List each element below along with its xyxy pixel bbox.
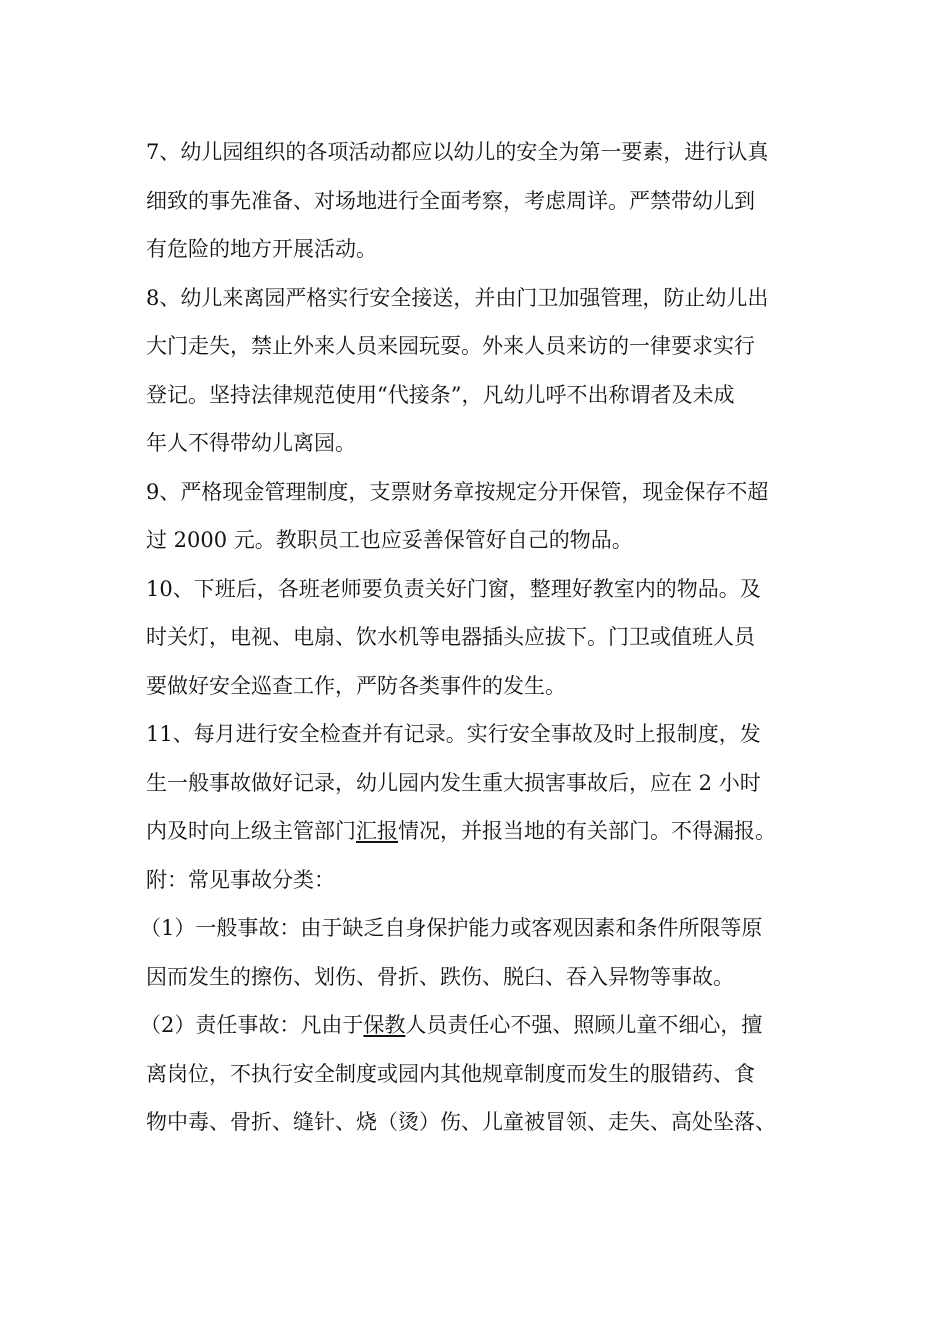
category-2: [140, 1001, 814, 1147]
document-body: [140, 128, 814, 1147]
appendix-heading: [146, 856, 814, 905]
text-span: （2）责任事故：凡由于: [140, 1013, 364, 1037]
text-line: 登记。坚持法律规范使用“代接条”，凡幼儿呼不出称谓者及未成: [146, 382, 735, 407]
text-line: （1）一般事故：由于缺乏自身保护能力或客观因素和条件所限等原: [140, 916, 763, 940]
text-span: 内及时向上级主管部门: [146, 819, 356, 843]
underlined-term: 汇报: [356, 819, 398, 843]
text-line: 生一般事故做好记录，幼儿园内发生重大损害事故后，应在 2 小时: [146, 770, 761, 795]
text-line: 大门走失，禁止外来人员来园玩耍。外来人员来访的一律要求实行: [146, 334, 755, 358]
paragraph-9: [146, 468, 814, 565]
text-line: 离岗位，不执行安全制度或园内其他规章制度而发生的服错药、食: [146, 1061, 755, 1086]
text-line: 10、下班后，各班老师要负责关好门窗，整理好教室内的物品。及: [146, 576, 761, 601]
category-1: [140, 904, 814, 1001]
paragraph-10: [146, 565, 814, 711]
paragraph-11: [146, 710, 814, 856]
text-line: 11、每月进行安全检查并有记录。实行安全事故及时上报制度，发: [146, 722, 761, 746]
paragraph-7: [146, 128, 814, 274]
text-line: 过 2000 元。教职员工也应妥善保管好自己的物品。: [146, 528, 633, 552]
text-line: 年人不得带幼儿离园。: [146, 431, 356, 455]
text-span: 人员责任心不强、照顾儿童不细心，擅: [405, 1013, 763, 1037]
text-line: 9、严格现金管理制度，支票财务章按规定分开保管，现金保存不超: [146, 479, 769, 504]
text-line: 附：常见事故分类：: [146, 867, 335, 892]
text-line: 因而发生的擦伤、划伤、骨折、跌伤、脱臼、吞入异物等事故。: [146, 964, 734, 989]
text-line: 7、幼儿园组织的各项活动都应以幼儿的安全为第一要素，进行认真: [146, 140, 769, 164]
text-line: 物中毒、骨折、缝针、烧（烫）伤、儿童被冒领、走失、高处坠落、: [146, 1110, 776, 1134]
text-line: 时关灯，电视、电扇、饮水机等电器插头应拔下。门卫或值班人员: [146, 625, 755, 649]
text-line: 要做好安全巡查工作，严防各类事件的发生。: [146, 673, 566, 698]
paragraph-8: [146, 274, 814, 468]
text-span: 情况，并报当地的有关部门。不得漏报。: [398, 819, 776, 843]
underlined-term: 保教: [363, 1013, 406, 1037]
text-line: [146, 807, 814, 856]
text-line: 8、幼儿来离园严格实行安全接送，并由门卫加强管理，防止幼儿出: [146, 285, 769, 310]
text-line: 有危险的地方开展活动。: [146, 237, 377, 261]
text-line: [140, 1001, 814, 1050]
text-line: 细致的事先准备、对场地进行全面考察，考虑周详。严禁带幼儿到: [146, 188, 755, 213]
